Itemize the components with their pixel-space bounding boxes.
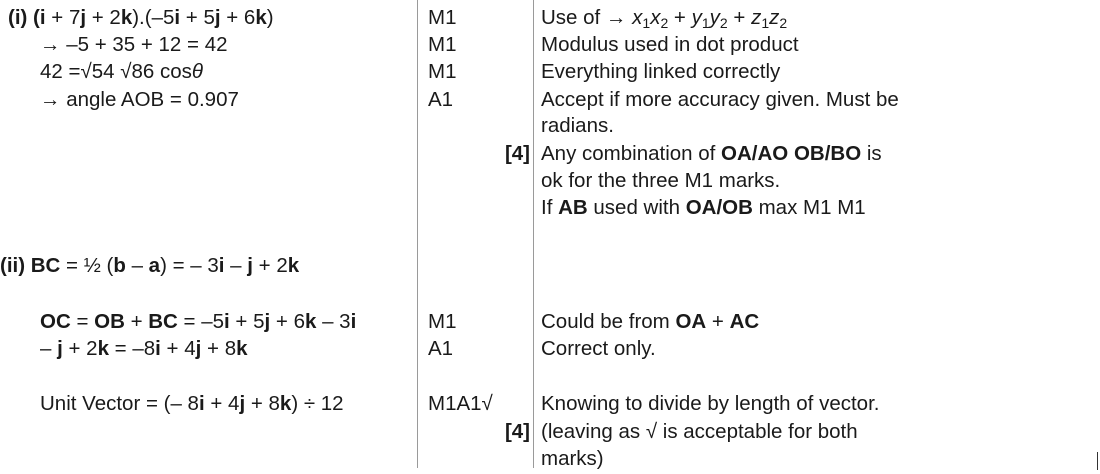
comment-line <box>541 392 879 416</box>
text-segment: (i) ( <box>8 6 40 29</box>
text-segment: i <box>174 6 181 29</box>
text-segment: max M1 M1 <box>752 196 866 219</box>
answer-line <box>0 254 299 278</box>
text-segment: ) ÷ 12 <box>291 392 344 415</box>
text-segment: Modulus used in dot product <box>541 33 799 56</box>
text-segment: Knowing to divide by length of vector. <box>541 392 880 415</box>
comment-line <box>541 447 604 471</box>
text-segment: k <box>236 337 248 360</box>
comment-line <box>541 310 759 334</box>
text-segment: k <box>255 6 267 29</box>
text-segment: x <box>650 6 661 29</box>
comment-line <box>541 60 780 84</box>
text-segment: + 8 <box>245 392 280 415</box>
text-segment: used with <box>587 196 686 219</box>
text-segment: → angle AOB = 0.907 <box>40 88 239 111</box>
text-segment: j <box>239 392 246 415</box>
answer-line <box>40 310 356 334</box>
text-segment: – 3 <box>316 310 351 333</box>
text-segment: ).(–5 <box>132 6 175 29</box>
text-segment: i <box>218 254 225 277</box>
text-segment: – <box>125 254 149 277</box>
text-segment: Could be from <box>541 310 676 333</box>
mark-code: M1A1√ <box>428 392 493 415</box>
text-segment: 2 <box>660 15 669 31</box>
text-segment: + <box>668 6 692 29</box>
total-marks: [4] <box>504 420 530 443</box>
text-segment: 2 <box>779 15 788 31</box>
comment-line <box>541 88 899 112</box>
text-segment: k <box>304 310 317 333</box>
text-segment: k <box>120 6 133 29</box>
mark-code: M1 <box>428 310 457 333</box>
text-segment: + <box>124 310 149 333</box>
edge-mark <box>1097 452 1098 470</box>
text-segment: OA/AO OB/BO <box>721 142 862 165</box>
text-segment: + 7 <box>45 6 81 29</box>
answer-line <box>8 6 274 30</box>
text-segment: OC <box>40 310 71 333</box>
text-segment: → –5 + 35 + 12 = 42 <box>40 33 228 56</box>
text-segment: z <box>769 6 780 29</box>
text-segment: + <box>706 310 730 333</box>
text-segment: marks) <box>541 447 604 470</box>
text-segment: + 4 <box>204 392 240 415</box>
text-segment: OA/OB <box>685 196 753 219</box>
mark-code: M1 <box>428 33 457 56</box>
text-segment: i <box>350 310 357 333</box>
text-segment: (leaving as √ is acceptable for both <box>541 420 858 443</box>
text-segment: x <box>632 6 643 29</box>
text-segment: = –8 <box>108 337 156 360</box>
answer-line <box>40 60 203 84</box>
comment-line <box>541 6 787 30</box>
text-segment: BC <box>148 310 178 333</box>
text-segment: ok for the three M1 marks. <box>541 169 781 192</box>
text-segment: 1 <box>701 15 710 31</box>
answer-line <box>40 33 228 57</box>
text-segment: ) = – 3 <box>160 254 219 277</box>
text-segment: 42 =√54 √86 cos <box>40 60 192 83</box>
text-segment: Unit Vector = (– 8 <box>40 392 199 415</box>
text-segment: Use of → <box>541 6 633 29</box>
text-segment: + 2 <box>86 6 121 29</box>
text-segment: θ <box>191 60 203 83</box>
mark-code: M1 <box>428 60 457 83</box>
text-segment: If <box>541 196 559 219</box>
text-segment: j <box>264 310 271 333</box>
comment-line <box>541 196 866 220</box>
text-segment: b <box>113 254 126 277</box>
mark-code: A1 <box>428 337 454 360</box>
text-segment: = ½ ( <box>60 254 114 277</box>
text-segment: AB <box>558 196 588 219</box>
text-segment: y <box>691 6 702 29</box>
text-segment: + 5 <box>229 310 265 333</box>
text-segment: + 6 <box>270 310 305 333</box>
text-segment: 1 <box>761 15 770 31</box>
comment-line <box>541 169 780 193</box>
text-segment: i <box>155 337 161 360</box>
text-segment: Any combination of <box>541 142 722 165</box>
text-segment: k <box>97 337 109 360</box>
text-segment: radians. <box>541 114 614 137</box>
text-segment: + <box>727 6 752 29</box>
text-segment: j <box>57 337 63 360</box>
mark-code: M1 <box>428 6 457 29</box>
comment-line <box>541 337 656 361</box>
text-segment: + 8 <box>201 337 237 360</box>
text-segment: (ii) BC <box>0 254 61 277</box>
text-segment: + 4 <box>160 337 196 360</box>
text-segment: 2 <box>719 15 728 31</box>
comment-line <box>541 420 858 444</box>
comment-line <box>541 33 799 57</box>
answer-line <box>40 88 239 112</box>
text-segment: – <box>40 337 58 360</box>
total-marks: [4] <box>504 142 530 165</box>
text-segment: ) <box>266 6 274 29</box>
mark-code: A1 <box>428 88 454 111</box>
column-divider <box>533 0 534 468</box>
text-segment: + 5 <box>180 6 215 29</box>
text-segment: k <box>287 254 300 277</box>
text-segment: z <box>751 6 762 29</box>
comment-line <box>541 114 614 138</box>
text-segment: is <box>861 142 882 165</box>
text-segment: i <box>224 310 230 333</box>
text-segment: = –5 <box>177 310 225 333</box>
text-segment: Accept if more accuracy given. Must be <box>541 88 899 111</box>
text-segment: AC <box>729 310 760 333</box>
text-segment: i <box>39 6 46 29</box>
text-segment: 1 <box>642 15 651 31</box>
text-segment: – <box>224 254 248 277</box>
text-segment: y <box>709 6 720 29</box>
text-segment: + 2 <box>62 337 98 360</box>
answer-line <box>40 392 344 416</box>
comment-line <box>541 142 882 166</box>
text-segment: j <box>247 254 253 277</box>
text-segment: k <box>279 392 292 415</box>
text-segment: i <box>198 392 205 415</box>
text-segment: a <box>148 254 161 277</box>
text-segment: Correct only. <box>541 337 656 360</box>
text-segment: j <box>214 6 221 29</box>
text-segment: + 6 <box>220 6 256 29</box>
answer-line <box>40 337 248 361</box>
text-segment: j <box>80 6 87 29</box>
text-segment: j <box>195 337 202 360</box>
text-segment: Everything linked correctly <box>541 60 781 83</box>
text-segment: + 2 <box>252 254 288 277</box>
text-segment: OB <box>94 310 125 333</box>
text-segment: = <box>70 310 95 333</box>
column-divider <box>417 0 418 468</box>
text-segment: OA <box>675 310 707 333</box>
